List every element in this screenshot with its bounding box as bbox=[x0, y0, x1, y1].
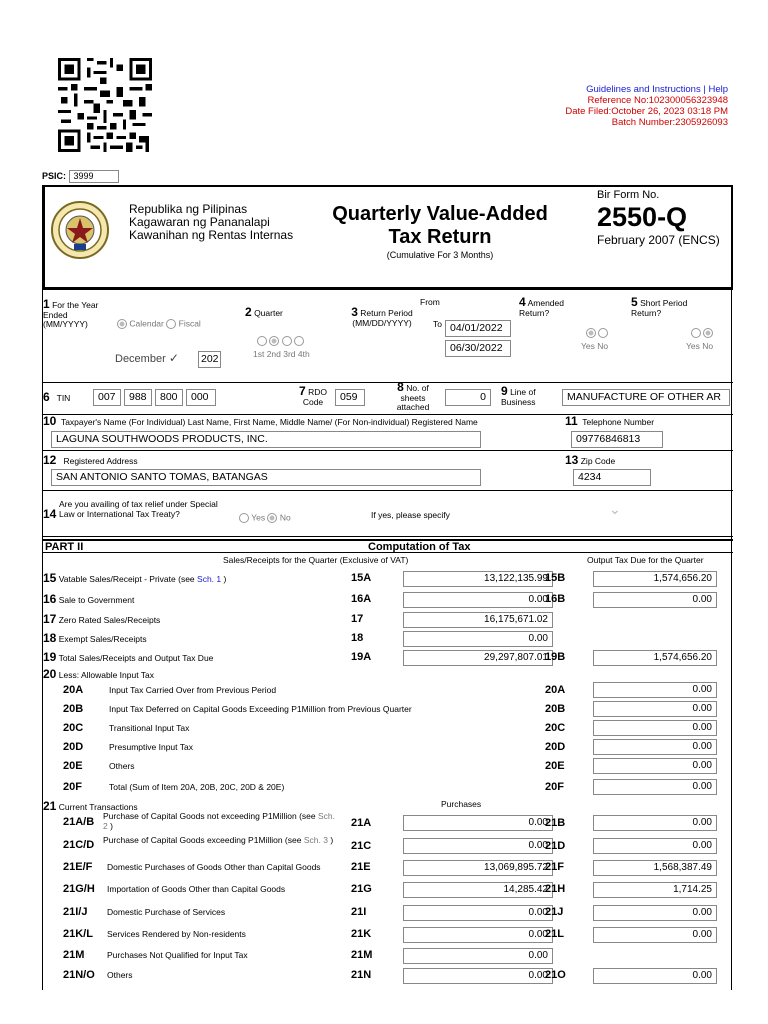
sub-20b: 20B bbox=[63, 703, 84, 715]
code-21g: 21G bbox=[351, 883, 372, 895]
line-21no-label: Others bbox=[107, 970, 133, 980]
amount-21g[interactable]: 14,285.42 bbox=[403, 882, 553, 898]
item-12-label: 12 Registered Address bbox=[43, 453, 138, 467]
agency-line-3: Kawanihan ng Rentas Internas bbox=[129, 228, 294, 242]
code-21j: 21J bbox=[545, 906, 564, 918]
psic-input[interactable]: 3999 bbox=[69, 170, 119, 183]
item-8-label: 8 No. of sheets attached bbox=[396, 380, 430, 412]
amended-no-radio[interactable] bbox=[598, 328, 608, 338]
code-20d: 20D bbox=[545, 741, 566, 753]
line-16-label: 16 Sale to Government bbox=[43, 592, 135, 606]
tin-row bbox=[43, 380, 733, 415]
from-label: From bbox=[420, 297, 440, 307]
item-1-label: 1 For the Year Ended (MM/YYYY) bbox=[43, 297, 99, 329]
agency-line-1: Republika ng Pilipinas bbox=[129, 202, 248, 216]
line-18-label: 18 Exempt Sales/Receipts bbox=[43, 631, 147, 645]
tax-relief-radios bbox=[239, 513, 291, 523]
short-no-radio[interactable] bbox=[703, 328, 713, 338]
code-20e: 20E bbox=[545, 760, 565, 772]
code-21l: 21L bbox=[545, 928, 564, 940]
amount-20e[interactable]: 0.00 bbox=[593, 758, 717, 774]
month-select[interactable]: December ✓ bbox=[115, 351, 179, 365]
amount-19a[interactable]: 29,297,807.01 bbox=[403, 650, 553, 666]
item-4-label: 4 Amended Return? bbox=[519, 295, 564, 318]
sheets-attached-input[interactable]: 0 bbox=[445, 389, 491, 406]
amended-yes-no: Yes No bbox=[581, 341, 609, 351]
short-period-radios bbox=[691, 328, 713, 338]
form-title-line-2: Tax Return bbox=[388, 226, 492, 248]
psic-label: PSIC: bbox=[42, 170, 67, 181]
item-9-label: 9 Line of Business bbox=[501, 384, 536, 407]
line-21gh-label: Importation of Goods Other than Capital Goods bbox=[107, 884, 286, 894]
item-7-label: 7 RDO Code bbox=[299, 384, 327, 407]
reference-info bbox=[565, 84, 728, 128]
line-21kl-label: Services Rendered by Non-residents bbox=[107, 929, 246, 939]
taxpayer-row bbox=[43, 415, 733, 451]
tax-relief-yes-radio[interactable] bbox=[239, 513, 249, 523]
agency-name bbox=[129, 203, 293, 242]
telephone-input[interactable]: 09776846813 bbox=[571, 431, 663, 448]
item-6-label: 6 TIN bbox=[43, 390, 71, 404]
form-version: February 2007 (ENCS) bbox=[597, 233, 720, 247]
item-5-label: 5 Short Period Return? bbox=[631, 295, 688, 318]
short-yes-no: Yes No bbox=[686, 341, 714, 351]
line-21m-label: Purchases Not Qualified for Input Tax bbox=[107, 950, 248, 960]
period-row bbox=[43, 289, 733, 383]
qr-code-icon bbox=[58, 58, 152, 152]
item-2-label: 2 Quarter bbox=[245, 305, 283, 319]
tax-relief-no-label: No bbox=[279, 512, 291, 523]
code-21k: 21K bbox=[351, 928, 372, 940]
sub-21cd: 21C/D bbox=[63, 839, 95, 851]
line-19-label: 19 Total Sales/Receipts and Output Tax Due bbox=[43, 650, 214, 664]
form-title-sub: (Cumulative For 3 Months) bbox=[386, 250, 494, 260]
code-21f: 21F bbox=[545, 861, 564, 873]
line-20b-label: Input Tax Deferred on Capital Goods Exceeding P1Million from Previous Quarter bbox=[109, 704, 412, 714]
amended-radios bbox=[586, 328, 608, 338]
line-20c-label: Transitional Input Tax bbox=[109, 723, 190, 733]
sub-21no: 21N/O bbox=[63, 969, 95, 981]
code-16a: 16A bbox=[351, 593, 372, 605]
amount-15a[interactable]: 13,122,135.99 bbox=[403, 571, 553, 587]
amount-18[interactable]: 0.00 bbox=[403, 631, 553, 647]
amount-21d[interactable]: 0.00 bbox=[593, 838, 717, 854]
amount-21b[interactable]: 0.00 bbox=[593, 815, 717, 831]
short-yes-radio[interactable] bbox=[691, 328, 701, 338]
amount-21h[interactable]: 1,714.25 bbox=[593, 882, 717, 898]
amount-21k[interactable]: 0.00 bbox=[403, 927, 553, 943]
part-2-label: PART II bbox=[45, 541, 84, 553]
link-separator: | bbox=[703, 84, 706, 95]
line-21ij-label: Domestic Purchase of Services bbox=[107, 907, 226, 917]
item-13-label: 13 Zip Code bbox=[565, 453, 616, 467]
quarter-1-radio[interactable] bbox=[257, 336, 267, 346]
purchases-header: Purchases bbox=[441, 799, 482, 809]
reference-number: Reference No:102300056323948 bbox=[587, 95, 728, 106]
line-21ef-label: Domestic Purchases of Goods Other than Capital Goods bbox=[107, 862, 321, 872]
zip-code-input[interactable]: 4234 bbox=[573, 469, 651, 486]
code-15b: 15B bbox=[545, 572, 566, 584]
sub-20d: 20D bbox=[63, 741, 84, 753]
line-21cd-label: Purchase of Capital Goods exceeding P1Million (see Sch. 3 ) bbox=[103, 835, 334, 845]
schedule-1-link[interactable]: Sch. 1 bbox=[197, 574, 222, 584]
code-20b: 20B bbox=[545, 703, 566, 715]
guidelines-link[interactable]: Guidelines and Instructions bbox=[586, 84, 701, 95]
amount-19b[interactable]: 1,574,656.20 bbox=[593, 650, 717, 666]
form-number bbox=[597, 189, 720, 247]
amount-20c[interactable]: 0.00 bbox=[593, 720, 717, 736]
code-19a: 19A bbox=[351, 651, 372, 663]
quarter-radios bbox=[257, 336, 304, 346]
code-21c: 21C bbox=[351, 840, 372, 852]
code-16b: 16B bbox=[545, 593, 566, 605]
fiscal-radio[interactable] bbox=[166, 319, 176, 329]
quarter-labels: 1st 2nd 3rd 4th bbox=[253, 349, 310, 359]
amended-yes-radio[interactable] bbox=[586, 328, 596, 338]
code-20c: 20C bbox=[545, 722, 566, 734]
date-filed: Date Filed:October 26, 2023 03:18 PM bbox=[565, 106, 728, 117]
address-row bbox=[43, 451, 733, 491]
amount-17[interactable]: 16,175,671.02 bbox=[403, 612, 553, 628]
amount-16b[interactable]: 0.00 bbox=[593, 592, 717, 608]
tin-part-3[interactable]: 800 bbox=[155, 389, 183, 406]
bir-seal-icon bbox=[50, 200, 110, 260]
line-20f-label: Total (Sum of Item 20A, 20B, 20C, 20D & 20E) bbox=[109, 782, 285, 792]
taxpayer-name-input[interactable]: LAGUNA SOUTHWOODS PRODUCTS, INC. bbox=[51, 431, 481, 448]
schedule-3-link[interactable]: Sch. 3 bbox=[303, 835, 328, 845]
help-link[interactable]: Help bbox=[708, 84, 728, 95]
amount-21l[interactable]: 0.00 bbox=[593, 927, 717, 943]
item-10-label: 10 Taxpayer's Name (For Individual) Last Name, First Name, Middle Name/ (For Non-individual) Registered Name bbox=[43, 414, 478, 428]
amount-20f[interactable]: 0.00 bbox=[593, 779, 717, 795]
sub-20c: 20C bbox=[63, 722, 84, 734]
code-21i: 21I bbox=[351, 906, 367, 918]
form-header bbox=[43, 185, 733, 289]
sub-20e: 20E bbox=[63, 760, 83, 772]
line-of-business-input[interactable]: MANUFACTURE OF OTHER AR bbox=[562, 389, 730, 406]
code-18: 18 bbox=[351, 632, 364, 644]
line-20a-label: Input Tax Carried Over from Previous Period bbox=[109, 685, 277, 695]
sub-21kl: 21K/L bbox=[63, 928, 93, 940]
sub-21gh: 21G/H bbox=[63, 883, 95, 895]
year-type-radios bbox=[117, 319, 201, 329]
output-tax-column-header: Output Tax Due for the Quarter bbox=[587, 555, 704, 565]
amount-21e[interactable]: 13,069,895.72 bbox=[403, 860, 553, 876]
specify-dropdown-chevron-icon[interactable]: ⌄ bbox=[609, 501, 621, 517]
form-number-value: 2550-Q bbox=[597, 202, 688, 232]
amount-21a[interactable]: 0.00 bbox=[403, 815, 553, 831]
year-input[interactable]: 202 bbox=[198, 351, 221, 368]
tin-part-4[interactable]: 000 bbox=[186, 389, 216, 406]
batch-number: Batch Number:2305926093 bbox=[611, 117, 728, 128]
amount-21o[interactable]: 0.00 bbox=[593, 968, 717, 984]
quarter-3-radio[interactable] bbox=[282, 336, 292, 346]
amount-21f[interactable]: 1,568,387.49 bbox=[593, 860, 717, 876]
quarter-4-radio[interactable] bbox=[294, 336, 304, 346]
period-from-input[interactable]: 04/01/2022 bbox=[445, 320, 511, 337]
code-19b: 19B bbox=[545, 651, 566, 663]
sub-20a: 20A bbox=[63, 684, 84, 696]
amount-15b[interactable]: 1,574,656.20 bbox=[593, 571, 717, 587]
bir-form bbox=[42, 185, 732, 990]
line-17-label: 17 Zero Rated Sales/Receipts bbox=[43, 612, 161, 626]
code-15a: 15A bbox=[351, 572, 372, 584]
tin-part-1[interactable]: 007 bbox=[93, 389, 121, 406]
sub-20f: 20F bbox=[63, 781, 82, 793]
code-21a: 21A bbox=[351, 817, 372, 829]
period-to-input[interactable]: 06/30/2022 bbox=[445, 340, 511, 357]
line-20d-label: Presumptive Input Tax bbox=[109, 742, 193, 752]
amount-21n[interactable]: 0.00 bbox=[403, 968, 553, 984]
code-21d: 21D bbox=[545, 840, 566, 852]
amount-20a[interactable]: 0.00 bbox=[593, 682, 717, 698]
amount-21i[interactable]: 0.00 bbox=[403, 905, 553, 921]
code-21e: 21E bbox=[351, 861, 371, 873]
form-number-label: Bir Form No. bbox=[597, 189, 660, 201]
specify-label: If yes, please specify bbox=[371, 510, 450, 520]
tax-relief-yes-label: Yes bbox=[251, 512, 266, 523]
item-11-label: 11 Telephone Number bbox=[565, 414, 655, 428]
sub-21ab: 21A/B bbox=[63, 816, 95, 828]
part-2-header bbox=[43, 539, 733, 553]
registered-address-input[interactable]: SAN ANTONIO SANTO TOMAS, BATANGAS bbox=[51, 469, 481, 486]
line-20-label: 20 Less: Allowable Input Tax bbox=[43, 667, 155, 681]
agency-line-2: Kagawaran ng Pananalapi bbox=[129, 215, 270, 229]
fiscal-label: Fiscal bbox=[178, 318, 201, 329]
line-21-label: 21 Current Transactions bbox=[43, 799, 138, 813]
rdo-code-input[interactable]: 059 bbox=[335, 389, 365, 406]
amount-21m[interactable]: 0.00 bbox=[403, 948, 553, 964]
form-title bbox=[315, 203, 565, 261]
code-21o: 21O bbox=[545, 969, 566, 981]
code-17: 17 bbox=[351, 613, 364, 625]
code-21m: 21M bbox=[351, 949, 373, 961]
part-2-title: Computation of Tax bbox=[368, 541, 471, 553]
line-15-label: 15 Vatable Sales/Receipt - Private (see Sch. 1 ) bbox=[43, 571, 227, 585]
calendar-label: Calendar bbox=[129, 318, 164, 329]
calendar-radio[interactable] bbox=[117, 319, 127, 329]
sub-21m: 21M bbox=[63, 949, 85, 961]
line-20e-label: Others bbox=[109, 761, 135, 771]
amount-21c[interactable]: 0.00 bbox=[403, 838, 553, 854]
sub-21ij: 21I/J bbox=[63, 906, 88, 918]
item-14-label: 14 Are you availing of tax relief under Special Law or International Tax Treaty? bbox=[43, 499, 218, 521]
chevron-down-icon: ✓ bbox=[168, 351, 179, 365]
code-20a: 20A bbox=[545, 684, 566, 696]
amount-21j[interactable]: 0.00 bbox=[593, 905, 717, 921]
tin-part-2[interactable]: 988 bbox=[124, 389, 152, 406]
form-title-line-1: Quarterly Value-Added bbox=[332, 203, 548, 225]
amount-20b[interactable]: 0.00 bbox=[593, 701, 717, 717]
code-21n: 21N bbox=[351, 969, 372, 981]
line-21ab-label: Purchase of Capital Goods not exceeding P1Million (see Sch. 2 ) bbox=[103, 811, 336, 831]
code-21b: 21B bbox=[545, 817, 566, 829]
code-21h: 21H bbox=[545, 883, 566, 895]
schedule-2-link[interactable]: Sch. 2 bbox=[103, 811, 336, 831]
psic-field bbox=[42, 170, 119, 183]
tax-relief-no-radio[interactable] bbox=[267, 513, 277, 523]
quarter-2-radio[interactable] bbox=[269, 336, 279, 346]
amount-16a[interactable]: 0.00 bbox=[403, 592, 553, 608]
item-3-label: 3 Return Period (MM/DD/YYYY) bbox=[351, 305, 413, 328]
sub-21ef: 21E/F bbox=[63, 861, 93, 873]
code-20f: 20F bbox=[545, 781, 564, 793]
to-label: To bbox=[433, 319, 442, 329]
tax-relief-row bbox=[43, 491, 733, 537]
amount-20d[interactable]: 0.00 bbox=[593, 739, 717, 755]
sales-column-header: Sales/Receipts for the Quarter (Exclusive of VAT) bbox=[223, 555, 409, 565]
